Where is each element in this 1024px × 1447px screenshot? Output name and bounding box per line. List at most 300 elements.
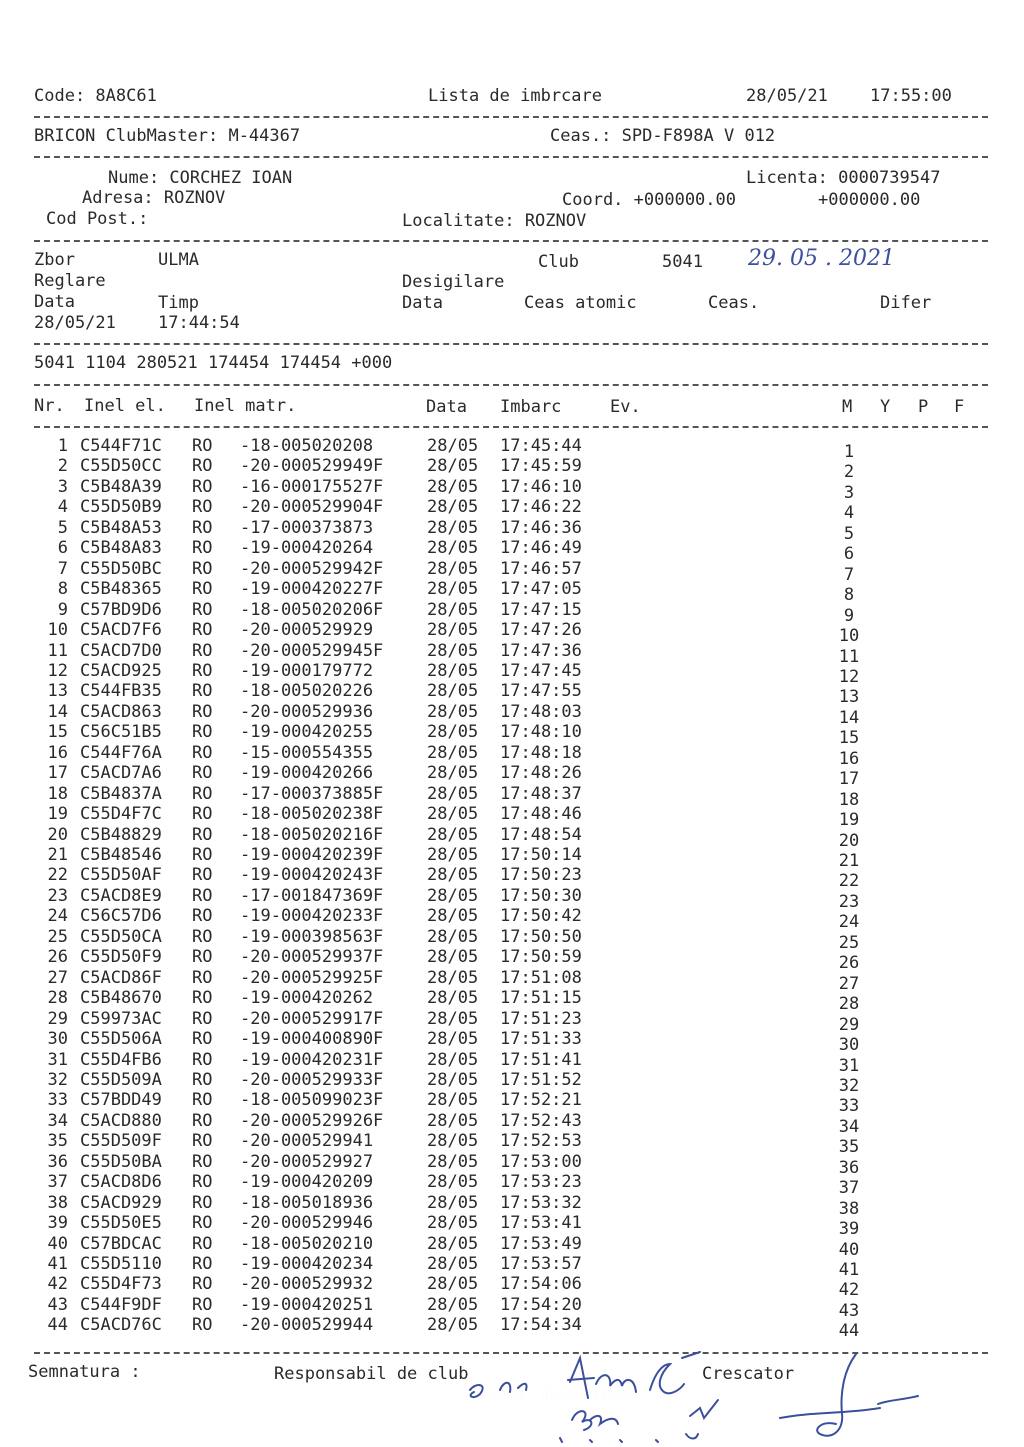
- handwritten-date: 29. 05 . 2021: [748, 246, 895, 271]
- row-position: 18: [838, 789, 860, 810]
- row-date: 28/05: [427, 1192, 479, 1213]
- row-country: RO: [192, 640, 213, 661]
- row-time: 17:51:33: [500, 1029, 582, 1050]
- row-time: 17:50:14: [500, 845, 582, 865]
- owner-postal: Cod Post.:: [46, 209, 149, 229]
- row-country: RO: [192, 456, 213, 477]
- row-inel-el: C5ACD8E9: [80, 885, 162, 906]
- col-inel-el: Inel el.: [84, 396, 166, 416]
- row-inel-matr: -16-000175527F: [240, 476, 384, 497]
- zbor-value: ULMA: [158, 250, 199, 270]
- row-date: 28/05: [427, 783, 479, 804]
- table-row: [0, 701, 1024, 728]
- row-time: 17:46:10: [500, 476, 582, 497]
- row-inel-el: C5B48A39: [80, 476, 162, 497]
- row-time: 17:54:20: [500, 1294, 582, 1315]
- row-nr: 40: [47, 1233, 68, 1254]
- row-inel-matr: -18-005020226: [240, 681, 374, 702]
- row-country: RO: [192, 1192, 213, 1213]
- table-row: [0, 947, 1024, 974]
- row-position: 30: [838, 1035, 860, 1056]
- row-date: 28/05: [427, 824, 479, 845]
- owner-coord: Coord. +000000.00: [562, 190, 736, 210]
- row-nr: 36: [47, 1151, 68, 1172]
- row-nr: 10: [47, 620, 68, 641]
- row-nr: 20: [47, 824, 68, 845]
- row-nr: 4: [57, 497, 68, 518]
- row-inel-el: C5ACD929: [80, 1192, 162, 1213]
- row-position: 5: [843, 523, 855, 544]
- row-inel-matr: -19-000420231F: [240, 1049, 384, 1070]
- table-row: [0, 906, 1024, 933]
- row-date: 28/05: [427, 742, 479, 763]
- row-nr: 32: [47, 1069, 68, 1090]
- row-time: 17:48:46: [500, 804, 582, 825]
- row-country: RO: [192, 722, 213, 743]
- table-row: [0, 926, 1024, 953]
- divider: [34, 240, 988, 242]
- row-inel-el: C5ACD925: [80, 660, 162, 681]
- row-inel-el: C55D50BA: [80, 1151, 162, 1172]
- row-time: 17:48:26: [500, 763, 582, 784]
- row-inel-el: C5ACD7F6: [80, 620, 162, 641]
- row-date: 28/05: [427, 967, 479, 988]
- club-label: Club: [538, 252, 579, 272]
- row-inel-el: C5ACD880: [80, 1110, 162, 1131]
- row-date: 28/05: [427, 579, 479, 600]
- row-position: 27: [838, 973, 860, 994]
- row-country: RO: [192, 1233, 213, 1254]
- table-row: [0, 681, 1024, 708]
- table-row: [0, 1192, 1024, 1219]
- row-nr: 35: [47, 1131, 68, 1152]
- row-position: 4: [843, 503, 855, 524]
- row-position: 33: [838, 1096, 860, 1117]
- row-country: RO: [192, 865, 213, 886]
- row-time: 17:45:59: [500, 456, 582, 477]
- row-country: RO: [192, 436, 213, 456]
- row-inel-matr: -19-000420233F: [240, 906, 384, 927]
- row-date: 28/05: [427, 906, 479, 927]
- row-inel-matr: -19-000179772: [240, 660, 374, 681]
- row-inel-matr: -20-000529933F: [240, 1069, 384, 1090]
- table-row: [0, 1151, 1024, 1178]
- row-time: 17:50:42: [500, 906, 582, 927]
- row-country: RO: [192, 967, 213, 988]
- row-country: RO: [192, 599, 213, 620]
- row-country: RO: [192, 845, 213, 865]
- row-date: 28/05: [427, 436, 479, 456]
- row-nr: 9: [57, 599, 68, 620]
- row-inel-matr: -18-005020216F: [240, 824, 384, 845]
- row-date: 28/05: [427, 538, 479, 559]
- row-inel-matr: -19-000420227F: [240, 579, 384, 600]
- divider: [34, 156, 988, 158]
- row-position: 3: [843, 482, 855, 503]
- row-position: 43: [838, 1300, 860, 1321]
- code-label: Code: 8A8C61: [34, 86, 157, 106]
- divider: [34, 116, 988, 118]
- difer-label: Difer: [880, 293, 932, 313]
- table-row: [0, 763, 1024, 790]
- row-inel-el: C55D509F: [80, 1131, 162, 1152]
- row-inel-el: C5B48365: [80, 579, 162, 600]
- reglare-label: Reglare: [34, 271, 106, 291]
- row-country: RO: [192, 804, 213, 825]
- row-position: 34: [838, 1116, 860, 1137]
- row-country: RO: [192, 558, 213, 579]
- row-date: 28/05: [427, 558, 479, 579]
- crescator-label: Crescator: [702, 1364, 795, 1384]
- table-row: [0, 967, 1024, 994]
- row-inel-el: C544F76A: [80, 742, 162, 763]
- row-inel-matr: -20-000529926F: [240, 1110, 384, 1131]
- table-row: [0, 722, 1024, 749]
- table-row: [0, 865, 1024, 892]
- row-nr: 39: [47, 1213, 68, 1234]
- row-date: 28/05: [427, 1110, 479, 1131]
- row-date: 28/05: [427, 1315, 479, 1336]
- row-inel-el: C55D506A: [80, 1029, 162, 1050]
- row-nr: 17: [47, 763, 68, 784]
- table-row: [0, 497, 1024, 524]
- row-position: 25: [838, 932, 860, 953]
- row-date: 28/05: [427, 1069, 479, 1090]
- table-row: [0, 824, 1024, 851]
- row-nr: 1: [57, 436, 68, 456]
- row-date: 28/05: [427, 620, 479, 641]
- row-inel-el: C5ACD76C: [80, 1315, 162, 1336]
- row-inel-matr: -17-000373885F: [240, 783, 384, 804]
- owner-address: Adresa: ROZNOV: [82, 188, 226, 208]
- row-country: RO: [192, 538, 213, 559]
- row-date: 28/05: [427, 804, 479, 825]
- row-position: 36: [838, 1157, 860, 1178]
- table-row: [0, 640, 1024, 667]
- row-country: RO: [192, 1294, 213, 1315]
- row-inel-el: C55D4F73: [80, 1274, 162, 1295]
- row-time: 17:48:10: [500, 722, 582, 743]
- row-position: 40: [838, 1239, 860, 1260]
- table-row: [0, 885, 1024, 912]
- row-country: RO: [192, 906, 213, 927]
- row-country: RO: [192, 1008, 213, 1029]
- table-row: [0, 742, 1024, 769]
- col-m: M: [842, 397, 853, 417]
- row-position: 11: [838, 646, 860, 667]
- ceas-label: Ceas.: [708, 293, 760, 313]
- row-date: 28/05: [427, 701, 479, 722]
- row-country: RO: [192, 988, 213, 1009]
- row-inel-el: C5ACD8D6: [80, 1172, 162, 1193]
- divider: [34, 343, 988, 345]
- row-country: RO: [192, 763, 213, 784]
- row-inel-el: C544F9DF: [80, 1294, 162, 1315]
- code-line: 5041 1104 280521 174454 174454 +000: [34, 353, 393, 373]
- row-inel-el: C55D50CA: [80, 926, 162, 947]
- row-date: 28/05: [427, 947, 479, 968]
- row-time: 17:51:23: [500, 1008, 582, 1029]
- table-row: [0, 538, 1024, 565]
- row-country: RO: [192, 701, 213, 722]
- row-position: 32: [838, 1075, 860, 1096]
- row-inel-matr: -20-000529937F: [240, 947, 384, 968]
- row-time: 17:52:43: [500, 1110, 582, 1131]
- row-inel-el: C57BDD49: [80, 1090, 162, 1111]
- row-country: RO: [192, 517, 213, 538]
- row-country: RO: [192, 1069, 213, 1090]
- table-row: [0, 1090, 1024, 1117]
- table-row: [0, 1008, 1024, 1035]
- table-row: [0, 845, 1024, 871]
- row-nr: 44: [47, 1315, 68, 1336]
- row-inel-matr: -19-000400890F: [240, 1029, 384, 1050]
- row-time: 17:54:06: [500, 1274, 582, 1295]
- row-position: 31: [838, 1055, 860, 1076]
- table-row: [0, 579, 1024, 606]
- row-date: 28/05: [427, 599, 479, 620]
- row-nr: 11: [47, 640, 68, 661]
- col-y: Y: [880, 397, 891, 417]
- row-inel-matr: -19-000398563F: [240, 926, 384, 947]
- row-position: 8: [843, 585, 855, 606]
- row-inel-el: C5ACD7A6: [80, 763, 162, 784]
- row-nr: 25: [47, 926, 68, 947]
- row-inel-matr: -18-005020238F: [240, 804, 384, 825]
- row-country: RO: [192, 885, 213, 906]
- col-inel-matr: Inel matr.: [194, 396, 297, 416]
- row-country: RO: [192, 1090, 213, 1111]
- row-time: 17:47:36: [500, 640, 582, 661]
- row-country: RO: [192, 1151, 213, 1172]
- row-nr: 34: [47, 1110, 68, 1131]
- row-date: 28/05: [427, 1049, 479, 1070]
- row-inel-el: C5B48829: [80, 824, 162, 845]
- row-time: 17:53:00: [500, 1151, 582, 1172]
- row-nr: 18: [47, 783, 68, 804]
- row-date: 28/05: [427, 845, 479, 865]
- row-time: 17:48:03: [500, 701, 582, 722]
- row-position: 44: [838, 1321, 860, 1342]
- table-row: [0, 804, 1024, 831]
- row-date: 28/05: [427, 476, 479, 497]
- system-label: BRICON ClubMaster: M-44367: [34, 126, 301, 146]
- row-position: 7: [843, 564, 855, 585]
- owner-name: Nume: CORCHEZ IOAN: [108, 168, 293, 188]
- row-date: 28/05: [427, 1274, 479, 1295]
- row-time: 17:50:50: [500, 926, 582, 947]
- row-country: RO: [192, 1049, 213, 1070]
- row-position: 19: [838, 810, 860, 831]
- row-nr: 33: [47, 1090, 68, 1111]
- row-nr: 22: [47, 865, 68, 886]
- table-row: [0, 1049, 1024, 1076]
- row-inel-matr: -15-000554355: [240, 742, 374, 763]
- owner-locality: Localitate: ROZNOV: [402, 211, 587, 231]
- row-country: RO: [192, 824, 213, 845]
- row-position: 1: [843, 442, 855, 462]
- row-inel-el: C5B4837A: [80, 783, 162, 804]
- row-inel-el: C5ACD86F: [80, 967, 162, 988]
- row-nr: 8: [57, 579, 68, 600]
- row-date: 28/05: [427, 1008, 479, 1029]
- row-time: 17:50:59: [500, 947, 582, 968]
- row-inel-el: C56C51B5: [80, 722, 162, 743]
- row-inel-el: C5ACD863: [80, 701, 162, 722]
- club-value: 5041: [662, 252, 703, 272]
- row-inel-el: C57BDCAC: [80, 1233, 162, 1254]
- row-nr: 2: [57, 456, 68, 477]
- header-time: 17:55:00: [870, 86, 952, 106]
- data2-label: Data: [402, 293, 443, 313]
- row-time: 17:51:08: [500, 967, 582, 988]
- row-inel-el: C55D509A: [80, 1069, 162, 1090]
- ceas-atomic-label: Ceas atomic: [524, 293, 637, 313]
- row-nr: 3: [57, 476, 68, 497]
- header-date: 28/05/21: [746, 86, 828, 106]
- row-inel-el: C5B48A83: [80, 538, 162, 559]
- row-inel-el: C55D50F9: [80, 947, 162, 968]
- row-country: RO: [192, 476, 213, 497]
- row-nr: 13: [47, 681, 68, 702]
- row-nr: 37: [47, 1172, 68, 1193]
- row-date: 28/05: [427, 865, 479, 886]
- row-date: 28/05: [427, 1029, 479, 1050]
- row-nr: 27: [47, 967, 68, 988]
- responsabil-label: Responsabil de club: [274, 1364, 469, 1384]
- row-inel-matr: -17-001847369F: [240, 885, 384, 906]
- table-row: [0, 783, 1024, 810]
- row-date: 28/05: [427, 1131, 479, 1152]
- row-position: 41: [838, 1260, 860, 1280]
- row-date: 28/05: [427, 660, 479, 681]
- table-row: [0, 456, 1024, 483]
- row-country: RO: [192, 947, 213, 968]
- row-position: 14: [838, 707, 860, 728]
- row-position: 16: [838, 748, 860, 769]
- row-inel-el: C55D4F7C: [80, 804, 162, 825]
- owner-licence: Licenta: 0000739547: [746, 168, 941, 188]
- table-row: [0, 1274, 1024, 1301]
- table-row: [0, 1029, 1024, 1056]
- row-time: 17:53:23: [500, 1172, 582, 1193]
- row-position: 39: [838, 1219, 860, 1240]
- row-inel-matr: -19-000420209: [240, 1172, 374, 1193]
- row-nr: 28: [47, 988, 68, 1009]
- row-inel-el: C55D5110: [80, 1254, 162, 1274]
- owner-coord2: +000000.00: [818, 190, 921, 210]
- row-inel-matr: -19-000420266: [240, 763, 374, 784]
- row-nr: 38: [47, 1192, 68, 1213]
- row-time: 17:51:41: [500, 1049, 582, 1070]
- row-inel-el: C5B48670: [80, 988, 162, 1009]
- row-time: 17:52:53: [500, 1131, 582, 1152]
- row-inel-matr: -20-000529936: [240, 701, 374, 722]
- clock-label: Ceas.: SPD-F898A V 012: [550, 126, 776, 146]
- table-row: [0, 436, 1024, 462]
- document-title: Lista de imbrcare: [428, 86, 602, 106]
- row-country: RO: [192, 783, 213, 804]
- row-date: 28/05: [427, 1151, 479, 1172]
- row-nr: 30: [47, 1029, 68, 1050]
- row-inel-matr: -19-000420234: [240, 1254, 374, 1274]
- row-position: 6: [843, 544, 855, 565]
- set-time: 17:44:54: [158, 313, 240, 333]
- row-inel-matr: -20-000529946: [240, 1213, 374, 1234]
- row-date: 28/05: [427, 517, 479, 538]
- row-nr: 21: [47, 845, 68, 865]
- row-inel-el: C55D50B9: [80, 497, 162, 518]
- row-time: 17:47:26: [500, 620, 582, 641]
- row-time: 17:48:18: [500, 742, 582, 763]
- col-data: Data: [426, 397, 467, 417]
- row-time: 17:47:55: [500, 681, 582, 702]
- row-date: 28/05: [427, 456, 479, 477]
- zbor-label: Zbor: [34, 250, 75, 270]
- row-country: RO: [192, 681, 213, 702]
- table-row: [0, 660, 1024, 687]
- table-row: [0, 620, 1024, 647]
- row-date: 28/05: [427, 681, 479, 702]
- row-nr: 42: [47, 1274, 68, 1295]
- row-time: 17:48:37: [500, 783, 582, 804]
- row-date: 28/05: [427, 722, 479, 743]
- row-position: 15: [838, 728, 860, 749]
- table-row: [0, 517, 1024, 544]
- row-nr: 29: [47, 1008, 68, 1029]
- row-country: RO: [192, 1029, 213, 1050]
- table-row: [0, 1254, 1024, 1280]
- row-time: 17:47:05: [500, 579, 582, 600]
- row-time: 17:47:45: [500, 660, 582, 681]
- row-time: 17:45:44: [500, 436, 582, 456]
- row-time: 17:51:52: [500, 1069, 582, 1090]
- row-inel-matr: -18-005020206F: [240, 599, 384, 620]
- row-country: RO: [192, 1172, 213, 1193]
- row-position: 9: [843, 605, 855, 626]
- semnatura-label: Semnatura :: [28, 1362, 141, 1382]
- row-time: 17:52:21: [500, 1090, 582, 1111]
- row-nr: 7: [57, 558, 68, 579]
- row-date: 28/05: [427, 497, 479, 518]
- table-row: [0, 988, 1024, 1015]
- table-row: [0, 1213, 1024, 1240]
- row-inel-el: C5ACD7D0: [80, 640, 162, 661]
- row-date: 28/05: [427, 1233, 479, 1254]
- row-date: 28/05: [427, 926, 479, 947]
- row-country: RO: [192, 660, 213, 681]
- row-date: 28/05: [427, 988, 479, 1009]
- row-country: RO: [192, 926, 213, 947]
- row-inel-el: C55D50BC: [80, 558, 162, 579]
- col-nr: Nr.: [34, 396, 65, 416]
- row-time: 17:53:57: [500, 1254, 582, 1274]
- row-inel-el: C55D50CC: [80, 456, 162, 477]
- data-label: Data: [34, 292, 75, 312]
- row-inel-matr: -20-000529945F: [240, 640, 384, 661]
- row-position: 13: [838, 687, 860, 708]
- table-row: [0, 1069, 1024, 1096]
- row-inel-matr: -20-000529932: [240, 1274, 374, 1295]
- row-inel-el: C57BD9D6: [80, 599, 162, 620]
- row-inel-el: C56C57D6: [80, 906, 162, 927]
- row-inel-matr: -19-000420243F: [240, 865, 384, 886]
- row-inel-matr: -18-005020210: [240, 1233, 374, 1254]
- row-inel-el: C59973AC: [80, 1008, 162, 1029]
- row-nr: 5: [57, 517, 68, 538]
- row-inel-matr: -19-000420251: [240, 1294, 374, 1315]
- row-inel-matr: -20-000529904F: [240, 497, 384, 518]
